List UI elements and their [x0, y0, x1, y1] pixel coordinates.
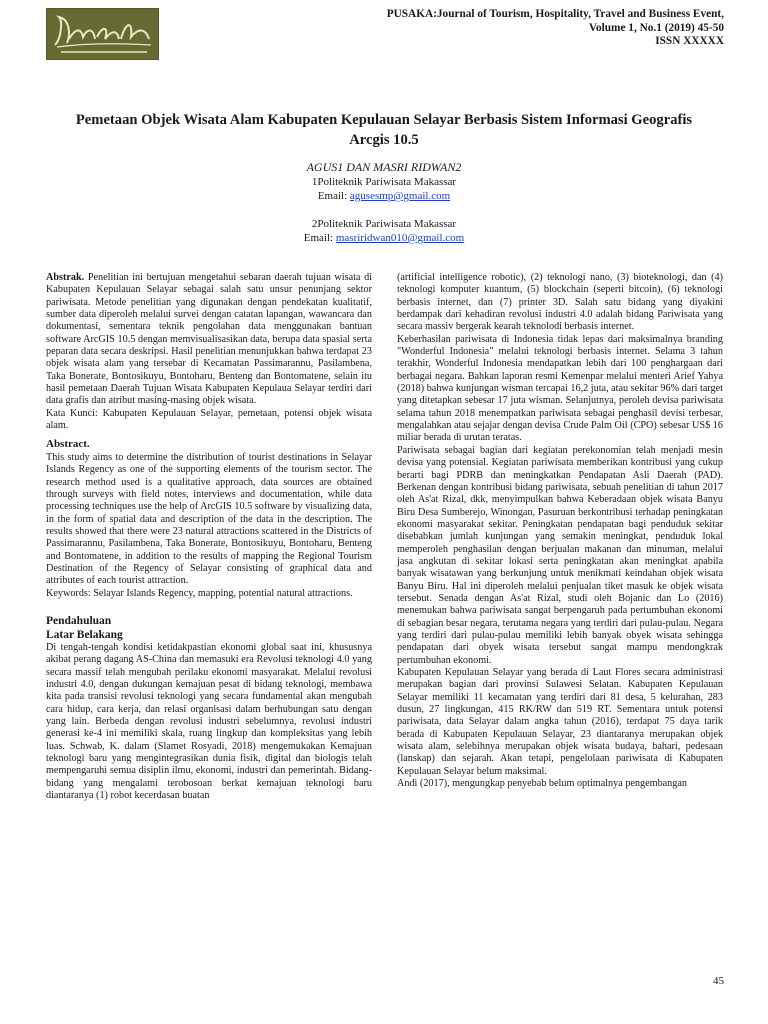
body-paragraph-5: Andi (2017), mengungkap penyebab belum optimalnya pengembangan: [397, 778, 687, 790]
body-paragraph-1: (artificial intelligence robotic), (2) teknologi nano, (3) bioteknologi, dan (4) teknologi komputer kuantum, (5) blockchain (seperti bitcoin), (6) teknologi berbasis internet, dan (7) printer 3D. Salah satu bidang yang diyakini berdampak dari kehadiran revolusi industri 4.0 adalah bidang Pariwisata yang secara massiv bergerak kearah teknolodi berbasis internet.: [397, 272, 723, 333]
intro-paragraph: Di tengah-tengah kondisi ketidakpastian ekonomi global saat ini, khususnya akibat perang dagang AS-China dan memasuki era Revolusi teknologi 4.0 yang secara massif telah mengubah perilaku ekonomi masyarakat. Melalui revolusi industri 4.0, dengan dukungan kemajuan pesat di bidang teknologi, membawa kita pada transisi revolusi teknologi yang secara fundamental akan mengubah cara hidup, cara kerja, dan relasi organisasi dalam berhubungan satu dengan yang lain. Berbeda dengan revolusi industri sebelumnya, revolusi industri generasi ke-4 ini memiliki skala, ruang lingkup dan kompleksitas yang lebih luas. Schwab, K. dalam (Slamet Rosyadi, 2018) mengemukakan Kemajuan teknologi baru yang mengintegrasikan dunia fisik, digital dan biologis telah mempengaruhi semua disiplin ilmu, ekonomi, industri dan pemerintah. Bidang-bidang yang mengalami terobosoan berkat kemajuan teknologi baru diantaranya (1) robot kecerdasan buatan: [46, 641, 372, 802]
affiliation-1: 1Politeknik Pariwisata Makassar: [311, 175, 457, 188]
journal-header: [387, 8, 724, 49]
author-block: [0, 160, 768, 246]
paper-title: Pemetaan Objek Wisata Alam Kabupaten Kepulauan Selayar Berbasis Sistem Informasi Geografis Arcgis 10.5: [75, 112, 693, 148]
left-column: [46, 272, 372, 802]
journal-issn: ISSN XXXXX: [655, 35, 724, 48]
abstract-heading: Abstract.: [46, 438, 90, 451]
page-number: 45: [713, 975, 724, 987]
journal-volume: Volume 1, No.1 (2019) 45-50: [588, 21, 724, 34]
journal-name: PUSAKA:Journal of Tourism, Hospitality, Travel and Business Event,: [386, 8, 724, 20]
affiliation-2: 2Politeknik Pariwisata Makassar: [311, 217, 457, 230]
right-column: [397, 272, 723, 790]
email-1-line: [0, 189, 768, 204]
subsection-heading: Latar Belakang: [46, 628, 123, 641]
keywords: Keywords: Selayar Islands Regency, mapping, potential natural attractions.: [46, 587, 353, 599]
abstrak-text: Penelitian ini bertujuan mengetahui sebaran daerah tujuan wisata di Kabupaten Kepulauan Selayar sebagai salah satu unsur penunjang sektor pariwisata. Metode penelitian yang digunakan dengan pendekatan kualitatif, sumber data diperoleh melalui survei dengan catatan lapangan, wawancara dan dokumentasi, sementara teknik pengolahan data menggunakan bantuan software ArcGIS 10.5 dengan memvisualisasikan data, berupa data spasial serta peparan data secara deskripsi. Hasil penelitian menunjukkan bahwa terdapat 23 objek wisata alam yang tersebar di Kecamatan Passimarannu, Pasilambena, Taka Bonerate, Bontosikuyu, Bontoharu, Benteng dan Bontomatene, selain itu hasil pemetaan Daerah Tujuan Wisata Kabupaten Kepulaua Selayar terdiri dari data grafis dan atribut masing-masing objek wisata.: [46, 272, 372, 407]
journal-logo: [46, 8, 159, 60]
email-2-label: Email:: [303, 232, 334, 244]
pusaka-logo-icon: [47, 9, 159, 60]
email-1-label: Email:: [317, 190, 348, 202]
section-heading: Pendahuluan: [46, 614, 112, 627]
author-names: AGUS1 DAN MASRI RIDWAN2: [306, 160, 462, 174]
email-1-link[interactable]: agusesmp@gmail.com: [349, 190, 451, 202]
email-2-line: [0, 231, 768, 246]
body-paragraph-3: Pariwisata sebagai bagian dari kegiatan perekonomian telah menjadi mesin devisa yang potensial. Kegiatan pariwisata memberikan kontribusi yang cukup berarti bagi PDRB dan meningkatkan Pendapatan Asli Daerah (PAD). Berkenan dengan kontribusi bidang pariwisata, sebuah penelitian di tahun 2017 oleh As'at Rizal, dkk, menyimpulkan bahwa Keberadaan objek wisata Banyu Biru Desa Sumberejo, Winongan, Pasuruan berkontribusi terhadap peningkatan ekonomi masyarakat sekitar. Peningkatan pendapatan bagi penduduk sekitar disebabkan jumlah kunjungan yang semakin meningkat, penduduk lokal memperoleh penghasilan dengan berjualan makanan dan minuman, melalui jasa angkutan di sekitar lokasi serta peningkatan akan meningkat apabila banyak wisatawan yang berkunjung untuk menikmati keindahan objek wisata Banyu Biru. Hal ini diperoleh melalui penjualan tiket masuk ke objek wisata tersebut. Senada dengan As'at Rizal, studi oleh Bojanic dan Lo (2016) menemukan bahwa pariwisata sangat berpengaruh pada pertumbuhan ekonomi di sebagian besar negara, terutama negara yang terdiri dari pulau-pulau. Negara yang terdiri dari pulau-pulau memiliki lebih banyak obyek wisata sehingga pendapatan dari obyek wisata tersebut sangat mampu mendongkrak pertumbuhan ekonomi.: [397, 444, 723, 666]
abstrak-paragraph: [46, 272, 372, 408]
kata-kunci: Kata Kunci: Kabupaten Kepulauan Selayar, pemetaan, potensi objek wisata alam.: [46, 407, 372, 432]
abstract-text: This study aims to determine the distribution of tourist destinations in Selayar Islands Regency as one of the supporting elements of the tourism sector. The research method used is a qualitative approach, data sources are obtained through surveys with field notes, interviews and documentation, while data processing techniques use the help of ArcGIS 10.5 software by visualizing data, in the form of spatial data and description of the data in the description. The results showed that there were 23 natural attractions scattered in the Districts of Passimarannu, Pasilambena, Taka Bonerate, Bontosikuyu, Bontoharu, Benteng and Bontomatene, in addition to the results of mapping the Regional Tourism Destination of the Regency of Selayar consisting of graphical data and attributes of each tourist attraction.: [46, 451, 372, 587]
body-paragraph-4: Kabupaten Kepulauan Selayar yang berada di Laut Flores secara administrasi merupakan bagian dari provinsi Sulawesi Selatan. Kabupaten Kepulauan Selayar memiliki 11 kecamatan yang terdiri dari 81 desa, 5 kelurahan, 283 dusun, 27 lingkungan, 415 RK/RW dan 519 RT. Sementara untuk potensi pariwisata, data Selayar dalam angka tahun (2016), terdapat 75 daya tarik berada di Kabupaten Kepulauan Selayar, 23 diantaranya merupakan objek wisata alam, selebihnya merupakan objek wisata budaya, bahari, pedesaan (lanskap) dan sejarah. Akan tetapi, pengelolaan pariwisata di Kabupaten Kepulauan Selayar belum maksimal.: [397, 667, 723, 777]
abstrak-label: Abstrak.: [46, 272, 85, 283]
email-2-link[interactable]: masriridwan010@gmail.com: [335, 232, 465, 244]
body-paragraph-2: Keberhasilan pariwisata di Indonesia tidak lepas dari maksimalnya branding "Wonderful Indonesia" melalui teknologi berbasis internet. Selama 3 tahun terakhir, Wonderful Indonesia mendapatkan lebih dari 100 penghargaan dari berbagai negara. Bahkan laporan resmi Kemenpar melalui menteri Arief Yahya (2018) bahwa kunjungan wisman tercapai 16,2 juta, atau sekitar 96% dari target yang ditetapkan sebesar 17 juta wisman. Selanjutnya, peroleh devisa pariwisata selama tahun 2018 menempatkan pariwisata sebagai penghasil devisi terbesar, mengalahkan atau sejajar dengan devisa Crude Palm Oil (CPO) sebesar US$ 16 miliar berada di urutan teratas.: [397, 333, 723, 444]
